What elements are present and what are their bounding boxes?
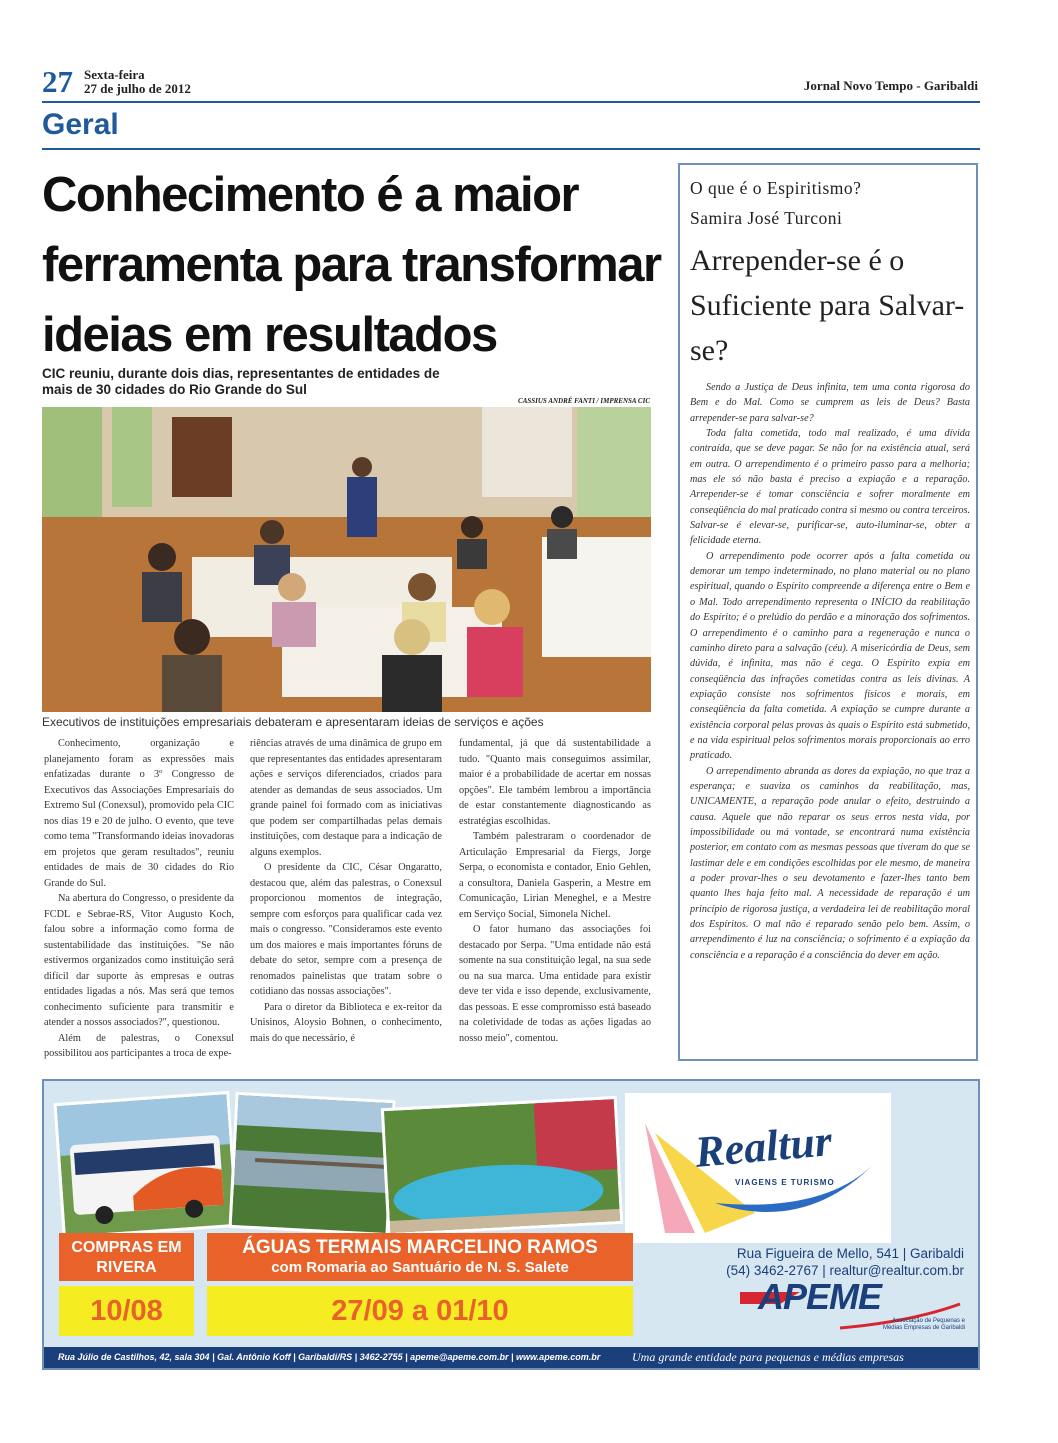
brand-tagline: VIAGENS E TURISMO	[735, 1178, 835, 1187]
paragraph: Conhecimento, organização e planejamento foram as expressões mais enfatizadas durante o 3º Congresso de Executivos das Associações Empresariais do Extremo Sul (Conexsul), promovido pela CIC nos dias 19 e 20 de julho. O evento, que teve como tema "Transformando ideias inovadoras em projetos que geram resultados", reuniu entidades de mais de 30 cidades do Rio Grande do Sul.	[44, 738, 234, 889]
article-column-2	[250, 736, 442, 1046]
paragraph: Além de palestras, o Conexsul possibilitou aos participantes a troca de expe-	[44, 1032, 234, 1059]
apeme-logo	[740, 1278, 965, 1342]
ad-footer	[44, 1347, 978, 1368]
promo2-date: 27/09 a 01/10	[207, 1286, 633, 1336]
issue-date	[84, 68, 191, 96]
realtur-logo	[625, 1093, 891, 1243]
page-number: 27	[42, 64, 73, 99]
apeme-tagline: Associação de Pequenas e Médias Empresas de Garibaldi	[882, 1318, 965, 1331]
sidebar-title: Arrepender-se é o Suficiente para Salvar-se?	[690, 244, 965, 367]
article-column-1	[44, 736, 234, 1062]
contact-block	[660, 1245, 964, 1279]
paragraph: Toda falta cometida, todo mal realizado, é uma dívida contraída, que se deve pagar. Se não for na existência atual, será em outra. O arrependimento é o primeiro passo para a melhoria; mas ele só não basta é preciso a expiação e a reparação. Arrepender-se é tomar consciência e sofrer moralmente em conseqüência do mal praticado contra si mesmo ou contra terceiros. Salvar-se é elevar-se, purificar-se, auto-iluminar-se, obter a felicidade eterna.	[690, 428, 970, 547]
phone-email: (54) 3462-2767 | realtur@realtur.com.br	[726, 1263, 964, 1278]
paragraph: Sendo a Justiça de Deus infinita, tem uma conta rigorosa do Bem e do Mal. Como se cumprem as leis de Deus? Basta arrepender-se para salvar-se?	[690, 382, 970, 424]
promo1-title: COMPRAS EM RIVERA	[59, 1233, 194, 1281]
paragraph: Na abertura do Congresso, o presidente da FCDL e Sebrae-RS, Vitor Augusto Koch, falou sobre a informação como forma de sustentabilidade das instituições. "Se não estivermos organizados como instituição será difícil dar suporte às empresas e outras entidades ligadas a nós. Mas será que temos conhecimento suficiente para transmitir e atender a nossos associados?", questionou.	[44, 893, 234, 1028]
article-column-3	[459, 736, 651, 1046]
paragraph: riências através de uma dinâmica de grupo em que representantes das entidades apresentaram ações e serviços diferenciados, criados para atender as demandas de seus associados. Um grande painel foi formado com as iniciativas que podem ser compartilhadas pelas demais instituições, com destaque para a indicação de alguns exemplos.	[250, 738, 442, 858]
header-rule	[42, 101, 980, 103]
apeme-wordmark: APEME	[758, 1276, 882, 1317]
brand-name: Realtur	[693, 1116, 834, 1177]
address: Rua Figueira de Mello, 541 | Garibaldi	[736, 1246, 964, 1261]
section-label: Geral	[42, 108, 119, 141]
paragraph: fundamental, já que dá sustentabilidade a tudo. "Quanto mais conseguimos assimilar, maior é a probabilidade de acertar em nossas opções". Ele também lembrou a importância de estar constantemente diagnosticando as estratégias escolhidas.	[459, 738, 651, 827]
paragraph: O arrependimento pode ocorrer após a falta cometida ou demorar um tempo indeterminado, no plano material ou no plano espiritual, quando o Espírito compreende a diferença entre o Bem e o Mal. Todo arrependimento representa o INÍCIO da reabilitação do Espírito; é o prelúdio do perdão e a minoração dos sofrimentos. O arrependimento é o caminho para a regeneração e nunca o caminho direto para a salvação (céu). A misericórdia de Deus, sem dúvida, é infinita, mas não é cega. O Espírito expia em conseqüência das infrações cometidas contra as leis divinas. A expiação consiste nos sofrimentos físicos e morais, em conseqüência da falta cometida. A expiação se cumpre durante a existência corporal pelas provas às quais o Espírito está submetido, e na vida espiritual pelos sofrimentos morais proporcionais ao erro praticado.	[690, 550, 970, 762]
promo2-title: ÁGUAS TERMAIS MARCELINO RAMOS	[242, 1237, 598, 1258]
photo-caption: Executivos de instituições empresariais debateram e apresentaram ideias de serviços e ações	[42, 715, 544, 729]
weekday: Sexta-feira	[84, 67, 145, 82]
sidebar-kicker: O que é o Espiritismo?	[690, 178, 862, 198]
paragraph: Para o diretor da Biblioteca e ex-reitor da Unisinos, Aloysio Bohnen, o conhecimento, mais do que necessário, é	[250, 1001, 442, 1044]
paragraph: O presidente da CIC, César Ongaratto, destacou que, além das palestras, o Conexsul proporcionou momentos de integração, sempre com esforços para qualificar cada vez mais o congresso. "Consideramos este evento um dos maiores e mais importantes fóruns de debate do setor, sempre com a presença de renomados painelistas que tratam sobre o cotidiano das nossas associações".	[250, 862, 442, 997]
article-photo	[42, 407, 651, 712]
publication-name: Jornal Novo Tempo - Garibaldi	[803, 78, 978, 93]
sidebar-author: Samira José Turconi	[690, 208, 843, 228]
footer-info: Rua Júlio de Castilhos, 42, sala 304 | Gal. Antônio Koff | Garibaldi/RS | 3462-2755 | apeme@apeme.com.br | www.apeme.com.br	[58, 1352, 601, 1362]
promo2-subtitle: com Romaria ao Santuário de N. S. Salete	[271, 1259, 569, 1276]
subhead: CIC reuniu, durante dois dias, representantes de entidades de mais de 30 cidades do Rio Grande do Sul	[42, 366, 440, 397]
promo1-date: 10/08	[59, 1286, 194, 1336]
promo2-header	[207, 1233, 633, 1281]
section-rule	[42, 148, 980, 150]
date: 27 de julho de 2012	[84, 81, 191, 96]
paragraph: O arrependimento abranda as dores da expiação, no que traz a esperança; e suaviza os caminhos da reabilitação, mas, UNICAMENTE, a reparação pode anular o efeito, destruindo a causa. Aquele que não reparar os seus erros nesta vida, por impossibilidade ou má vontade, se encontrará numa existência posterior, em contato com as mesmas pessoas que tiveram do que se lastimar dele e em condições escolhidas por ele mesmo, de maneira a poder provar-lhes o seu devotamento e fazer-lhes tanto bem quanto lhes haja feito mal. A necessidade de reparação é um princípio de rigorosa justiça, a verdadeira lei de reabilitação moral dos Espíritos. O mal não é reparado senão pelo bem. Assim, o arrependimento é luz na consciência; o sofrimento é a expiação da consciência e a reparação é a consciência do dever em ação.	[690, 765, 970, 961]
footer-slogan: Uma grande entidade para pequenas e médias empresas	[632, 1350, 904, 1364]
bus-photo	[53, 1091, 238, 1239]
pool-photo	[381, 1096, 623, 1236]
lake-photo	[229, 1092, 396, 1236]
photo-credit: CASSIUS ANDRÉ FANTI / IMPRENSA CIC	[518, 397, 650, 405]
sidebar-body	[690, 380, 970, 963]
paragraph: Também palestraram o coordenador de Articulação Empresarial da Fiergs, Jorge Serpa, o economista e contador, Enio Gehlen, a consultora, Daniela Gasperin, a Mestre em Comunicação, Lirian Meneghel, e a Mestre em Serviço Social, Simonela Nichel.	[459, 831, 651, 920]
paragraph: O fator humano das associações foi destacado por Serpa. "Uma entidade não está somente na sua constituição legal, na sua sede ou na sua marca. Uma entidade para existir deve ter vida e isso depende, exclusivamente, das pessoas. E esse compromisso está baseado na coletividade de todas as ações ligadas ao nosso meio", comentou.	[459, 924, 651, 1044]
headline: Conhecimento é a maior ferramenta para transformar ideias em resultados	[42, 168, 661, 362]
